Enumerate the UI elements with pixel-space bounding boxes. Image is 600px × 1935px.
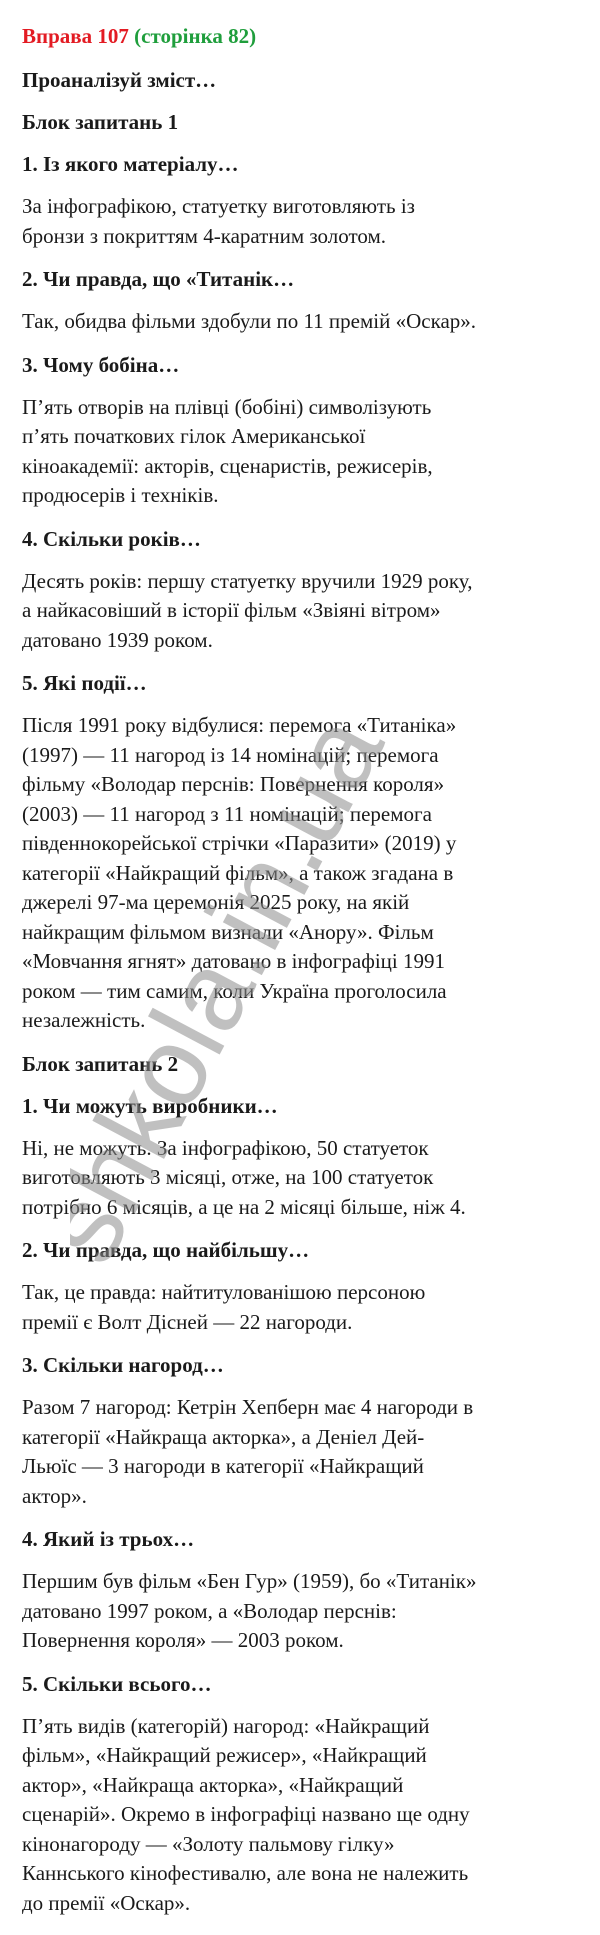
answer-paragraph xyxy=(22,192,584,251)
question-blocks xyxy=(22,108,584,1918)
question-heading: 1. Із якого матеріалу… xyxy=(22,152,239,176)
answer-paragraph xyxy=(22,567,584,656)
answer-line: кіноакадемії: акторів, сценаристів, режисерів, xyxy=(22,453,433,478)
answer-line: П’ять видів (категорій) нагород: «Найкращий xyxy=(22,1713,430,1738)
answer-line: Так, це правда: найтитулованішою персоною xyxy=(22,1280,426,1304)
watermark-text: shkola.in.ua xyxy=(70,694,407,1282)
answer-line: «Мовчання ягнят» датовано в інфографіці 1991 xyxy=(22,949,445,973)
question-heading: 5. Скільки всього… xyxy=(22,1671,212,1696)
answer-paragraph xyxy=(22,1278,584,1337)
answer-line: Після 1991 року відбулися: перемога «Титаніка» xyxy=(22,713,457,737)
answer-line: Першим був фільм «Бен Гур» (1959), бо «Титанік» xyxy=(22,1569,477,1593)
exercise-page-ref: (сторінка 82) xyxy=(134,24,257,48)
exercise-title xyxy=(22,22,584,50)
answer-line: кінонагороду — «Золоту пальмову гілку» xyxy=(22,1831,395,1856)
answer-line: Повернення короля» — 2003 роком. xyxy=(22,1628,344,1652)
answer-line: (2003) — 11 нагород з 11 номінацій; перемога xyxy=(22,801,432,826)
question-heading: 4. Скільки років… xyxy=(22,526,201,551)
answer-line: датовано 1997 роком, а «Володар перснів: xyxy=(22,1598,397,1623)
answer-line: виготовляють 3 місяці, отже, на 100 статуеток xyxy=(22,1165,434,1189)
intro-heading: Проаналізуй зміст… xyxy=(22,68,217,92)
question-heading: 3. Скільки нагород… xyxy=(22,1353,224,1377)
answer-paragraph xyxy=(22,711,584,1036)
answer-line: сценарій». Окремо в інфографіці названо ще одну xyxy=(22,1802,470,1826)
answer-line: незалежність. xyxy=(22,1008,146,1032)
answer-line: бронзи з покриттям 4-каратним золотом. xyxy=(22,223,387,248)
answer-line: премії є Волт Дісней — 22 нагороди. xyxy=(22,1309,353,1334)
answer-line: південнокорейської стрічки «Паразити» (2019) у xyxy=(22,831,457,855)
question-heading: 1. Чи можуть виробники… xyxy=(22,1093,278,1118)
answer-line: Так, обидва фільми здобули по 11 премій «Оскар». xyxy=(22,309,477,333)
answer-line: Разом 7 нагород: Кетрін Хепберн має 4 нагороди в xyxy=(22,1395,474,1419)
question-heading: 2. Чи правда, що «Титанік… xyxy=(22,267,295,291)
answer-line: фільму «Володар перснів: Повернення короля» xyxy=(22,772,445,796)
answer-line: За інфографікою, статуетку виготовляють із xyxy=(22,194,415,218)
answer-line: роком — тим самим, коли Україна проголосила xyxy=(22,978,447,1003)
answer-line: актор», «Найкраща акторка», «Найкращий xyxy=(22,1772,404,1797)
answer-line: продюсерів і техніків. xyxy=(22,483,219,507)
block-heading: Блок запитань 1 xyxy=(22,110,179,134)
answer-line: категорії «Найкращий фільм», а також згадана в xyxy=(22,860,454,885)
answer-paragraph xyxy=(22,1712,584,1919)
answer-line: до премії «Оскар». xyxy=(22,1890,191,1915)
answer-paragraph xyxy=(22,1134,584,1223)
exercise-page xyxy=(22,22,584,1932)
answer-line: п’ять початкових гілок Американської xyxy=(22,424,366,448)
answer-paragraph xyxy=(22,1567,584,1656)
answer-paragraph xyxy=(22,307,584,337)
answer-line: категорії «Найкраща акторка», а Деніел Дей- xyxy=(22,1424,425,1449)
question-heading: 2. Чи правда, що найбільшу… xyxy=(22,1238,310,1262)
answer-line: Ні, не можуть. За інфографікою, 50 статуеток xyxy=(22,1135,429,1160)
question-heading: 5. Які події… xyxy=(22,671,147,695)
answer-line: (1997) — 11 нагород із 14 номінацій; перемога xyxy=(22,742,439,767)
answer-line: Льюїс — 3 нагороди в категорії «Найкращий xyxy=(22,1454,424,1478)
answer-paragraph xyxy=(22,393,584,511)
answer-line: актор». xyxy=(22,1483,87,1508)
question-heading: 3. Чому бобіна… xyxy=(22,352,180,377)
answer-line: П’ять отворів на плівці (бобіні) символізують xyxy=(22,394,432,419)
answer-line: найкращим фільмом визнали «Анору». Фільм xyxy=(22,919,434,944)
question-heading: 4. Який із трьох… xyxy=(22,1527,195,1551)
answer-line: Каннського кінофестивалю, але вона не належить xyxy=(22,1861,469,1885)
answer-line: потрібно 6 місяців, а це на 2 місяці більше, ніж 4. xyxy=(22,1194,466,1219)
answer-line: датовано 1939 роком. xyxy=(22,627,213,652)
exercise-number: Вправа 107 xyxy=(22,24,129,48)
answer-line: фільм», «Найкращий режисер», «Найкращий xyxy=(22,1743,427,1767)
block-heading: Блок запитань 2 xyxy=(22,1051,179,1076)
answer-line: Десять років: першу статуетку вручили 1929 року, xyxy=(22,568,473,593)
answer-line: джерелі 97-ма церемонія 2025 року, на якій xyxy=(22,890,410,914)
answer-paragraph xyxy=(22,1393,584,1511)
answer-line: а найкасовіший в історії фільм «Звіяні вітром» xyxy=(22,598,441,622)
